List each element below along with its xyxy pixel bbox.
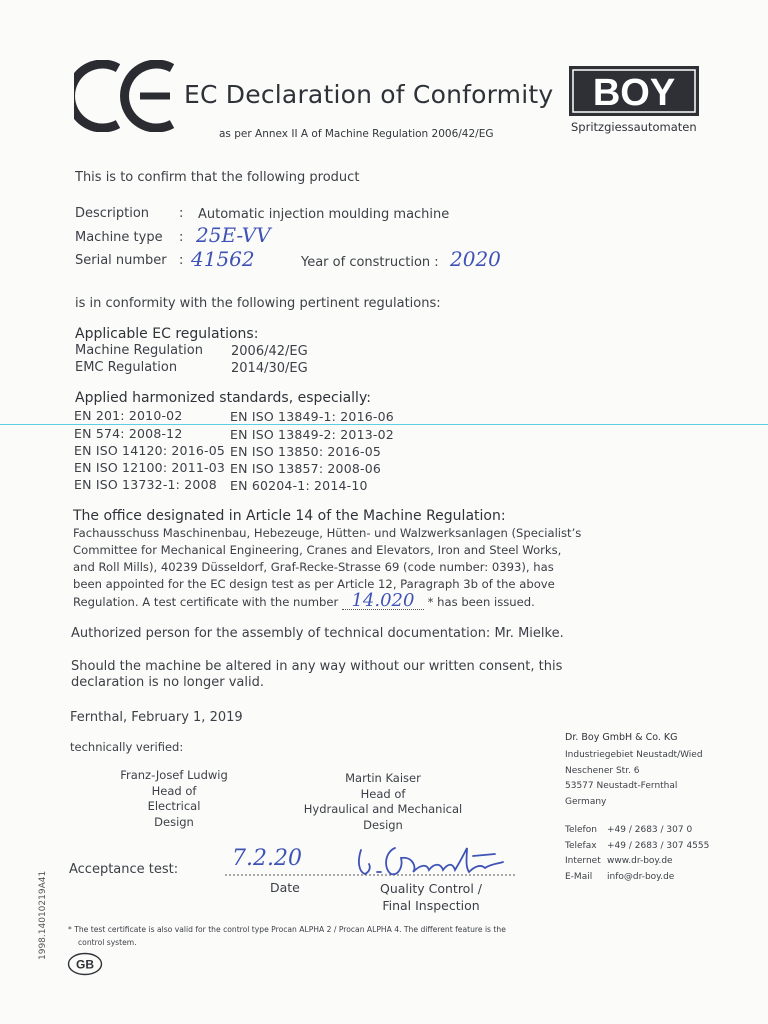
- acceptance-label: Acceptance test:: [69, 862, 179, 877]
- company-name: Dr. Boy GmbH & Co. KG: [565, 732, 678, 743]
- regulation-value: 2014/30/EG: [231, 361, 308, 376]
- year-value: 2020: [450, 247, 501, 271]
- year-label: Year of construction :: [301, 255, 439, 270]
- standard-item: EN ISO 12100: 2011-03: [74, 460, 226, 475]
- contact-email: info@dr-boy.de: [607, 871, 675, 882]
- signatory-name: Franz-Josef Ludwig: [120, 768, 228, 782]
- footnote-line: * The test certificate is also valid for the control type Procan ALPHA 2 / Procan ALPHA 4. The different feature is the: [68, 925, 506, 934]
- scan-line: [0, 424, 768, 425]
- office-line: been appointed for the EC design test as per Article 12, Paragraph 3b of the above: [73, 577, 555, 591]
- verified-label: technically verified:: [70, 740, 184, 754]
- regulation-name: EMC Regulation: [75, 360, 178, 375]
- office-line: Fachausschuss Maschinenbau, Hebezeuge, Hütten- und Walzwerksanlagen (Specialist’s: [73, 526, 582, 540]
- footnote-line: control system.: [78, 938, 137, 947]
- qc-label-line: Final Inspection: [382, 898, 480, 913]
- qc-label-line: Quality Control /: [379, 881, 482, 896]
- standard-item: EN ISO 13849-1: 2016-06: [230, 409, 394, 424]
- contact-label: Telefax: [565, 840, 597, 851]
- logo-text: BOY: [592, 72, 676, 114]
- regulations-heading: Applicable EC regulations:: [75, 326, 259, 342]
- machine-type-label: Machine type: [75, 230, 163, 245]
- office-heading: The office designated in Article 14 of the Machine Regulation:: [73, 508, 506, 524]
- authorized-text: Authorized person for the assembly of technical documentation: Mr. Mielke.: [71, 626, 564, 641]
- signatory-name: Martin Kaiser: [345, 771, 421, 785]
- company-address: [565, 748, 703, 810]
- signatory-title: Design: [154, 814, 194, 829]
- machine-type-value: 25E-VV: [196, 223, 271, 247]
- address-line: 53577 Neustadt-Fernthal: [565, 781, 678, 791]
- footnote: [68, 923, 506, 949]
- ce-mark-icon: [74, 60, 176, 132]
- standard-item: EN ISO 14120: 2016-05: [74, 443, 226, 458]
- standard-item: EN ISO 13857: 2008-06: [230, 461, 382, 476]
- validity-line: Should the machine be altered in any way without our written consent, this: [71, 659, 563, 674]
- company-contacts: [565, 823, 709, 885]
- validity-line: declaration is no longer valid.: [71, 675, 264, 690]
- contact-phone: +49 / 2683 / 307 0: [607, 825, 693, 835]
- machine-type-sep: :: [179, 230, 184, 245]
- description-label: Description: [75, 206, 150, 221]
- regulation-value: 2006/42/EG: [231, 344, 308, 359]
- office-line-end: * has been issued.: [427, 595, 535, 609]
- address-line: Industriegebiet Neustadt/Wied: [565, 750, 703, 760]
- office-line-start: Regulation. A test certificate with the number: [73, 595, 339, 609]
- office-line: and Roll Mills), 40239 Düsseldorf, Graf-Recke-Strasse 69 (code number: 0393), has: [73, 560, 554, 574]
- logo-subtitle: Spritzgiessautomaten: [571, 120, 697, 134]
- intro-text: This is to confirm that the following product: [75, 170, 360, 185]
- office-line-last: [73, 590, 581, 611]
- office-text: [73, 525, 581, 611]
- boy-logo: [569, 66, 699, 116]
- page-title: EC Declaration of Conformity: [184, 80, 554, 109]
- document-code: 1998.14010219A41: [38, 870, 48, 960]
- gb-text: GB: [76, 957, 94, 972]
- signatory-title: Head of: [151, 783, 197, 798]
- standard-item: EN ISO 13849-2: 2013-02: [230, 427, 394, 442]
- standard-item: EN 60204-1: 2014-10: [230, 478, 368, 493]
- regulation-name: Machine Regulation: [75, 343, 203, 358]
- page-subtitle: as per Annex II A of Machine Regulation 2006/42/EG: [219, 128, 494, 140]
- standard-item: EN 574: 2008-12: [74, 426, 183, 441]
- address-line: Neschener Str. 6: [565, 765, 640, 776]
- contact-label: Telefon: [565, 825, 597, 835]
- signatory-kaiser: [293, 771, 473, 833]
- address-line: Germany: [565, 796, 607, 807]
- signatory-title: Head of: [360, 786, 406, 801]
- contact-label: Internet: [565, 856, 601, 866]
- certificate-number: 14.020: [342, 593, 424, 610]
- gb-country-badge: [67, 952, 103, 976]
- contact-label: E-Mail: [565, 871, 593, 882]
- contact-fax: +49 / 2683 / 307 4555: [607, 840, 710, 851]
- standards-heading: Applied harmonized standards, especially:: [75, 390, 371, 406]
- serial-sep: :: [179, 253, 184, 268]
- conformity-text: is in conformity with the following pertinent regulations:: [75, 296, 441, 311]
- serial-value: 41562: [191, 247, 255, 271]
- contact-web: www.dr-boy.de: [607, 856, 673, 866]
- standard-item: EN ISO 13850: 2016-05: [230, 444, 382, 459]
- signatory-title: Hydraulical and Mechanical: [303, 802, 463, 816]
- date-label: Date: [270, 880, 300, 895]
- qc-signature: [355, 842, 510, 882]
- serial-label: Serial number: [75, 253, 167, 268]
- signatory-title: Electrical: [147, 799, 201, 813]
- signatory-title: Design: [363, 817, 403, 832]
- standard-item: EN ISO 13732-1: 2008: [74, 477, 217, 492]
- office-line: Committee for Mechanical Engineering, Cranes and Elevators, Iron and Steel Works,: [73, 543, 562, 557]
- description-sep: :: [179, 206, 184, 221]
- place-date: Fernthal, February 1, 2019: [70, 710, 243, 725]
- qc-label: [362, 880, 500, 914]
- standard-item: EN 201: 2010-02: [74, 408, 183, 423]
- acceptance-date-value: 7.2.20: [232, 846, 302, 871]
- signatory-ludwig: [100, 768, 248, 830]
- description-value: Automatic injection moulding machine: [198, 207, 450, 222]
